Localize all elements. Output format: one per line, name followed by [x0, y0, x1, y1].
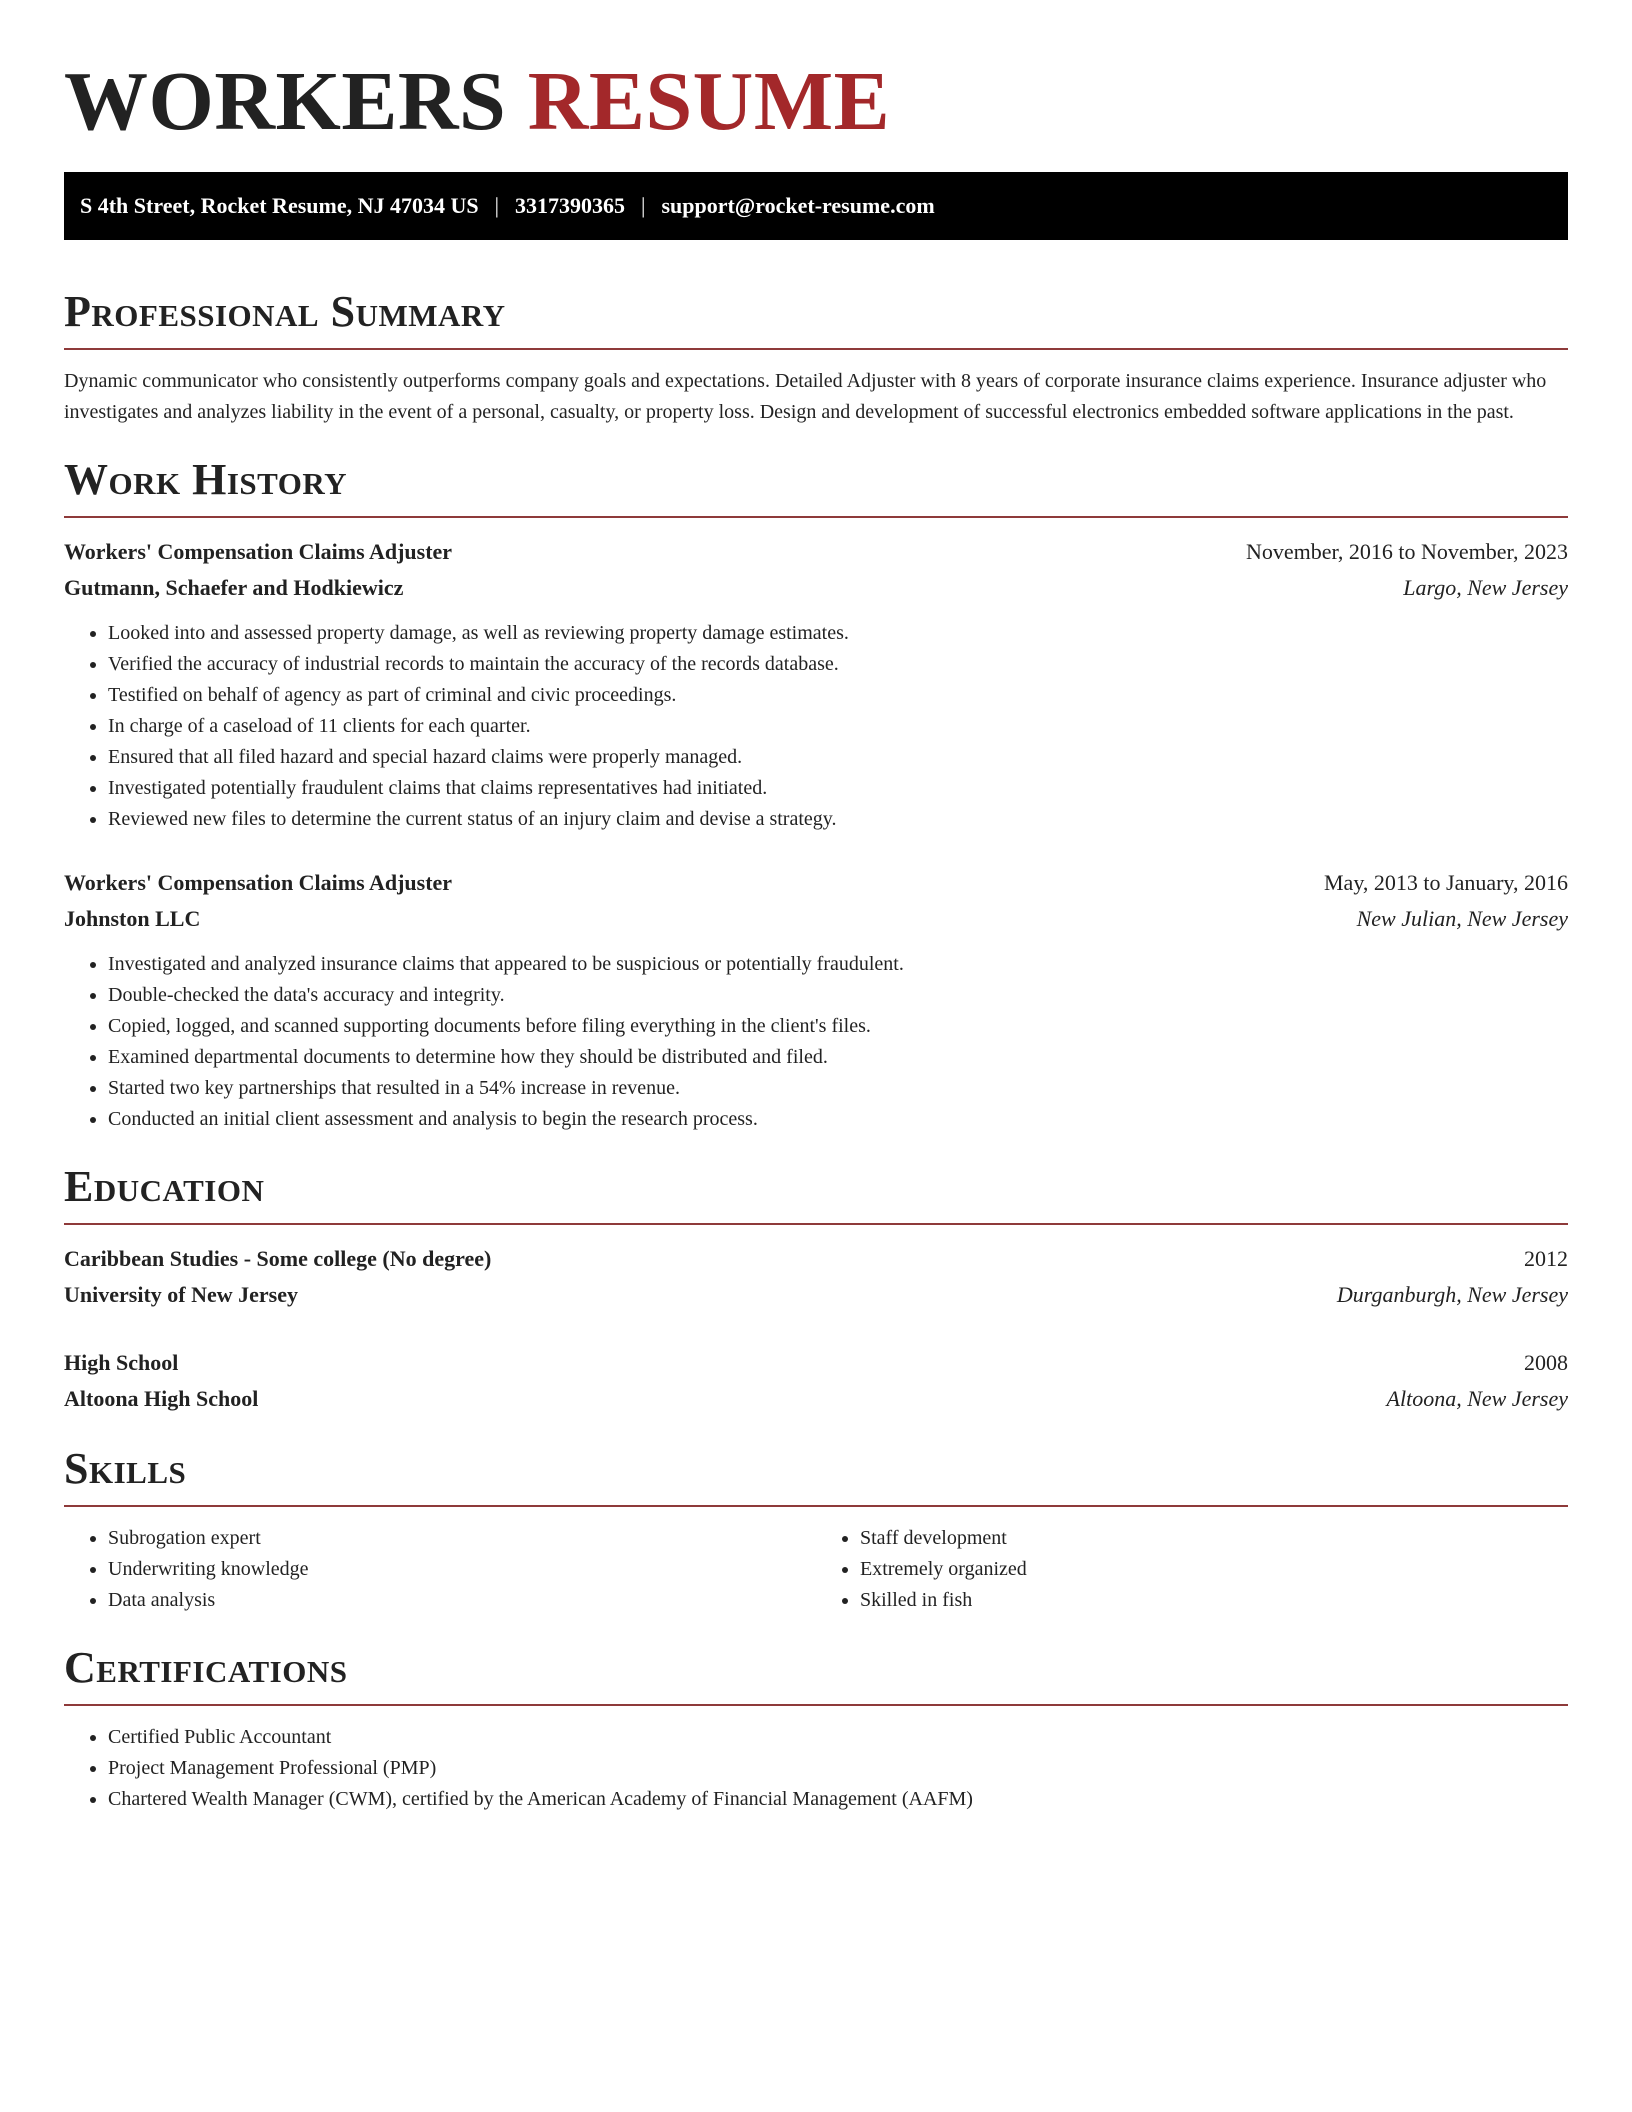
- education-location: Durganburgh, New Jersey: [1336, 1282, 1568, 1307]
- list-item: • Extremely organized: [860, 1554, 1568, 1585]
- section-divider: [64, 348, 1568, 350]
- certifications-list: [64, 1722, 1568, 1815]
- list-item: • Reviewed new files to determine the current status of an injury claim and devise a strategy.: [108, 804, 1568, 835]
- education-school-row: [64, 1381, 1568, 1417]
- job-location: New Julian, New Jersey: [1356, 906, 1568, 931]
- job-company-row: [64, 570, 1568, 606]
- education-year: 2008: [1524, 1350, 1568, 1375]
- last-name: RESUME: [527, 55, 891, 148]
- contact-separator: |: [641, 193, 646, 218]
- education-section: [64, 1161, 1568, 1417]
- list-item: • Started two key partnerships that resulted in a 54% increase in revenue.: [108, 1073, 1568, 1104]
- section-divider: [64, 1223, 1568, 1225]
- job-company: Johnston LLC: [64, 906, 201, 931]
- certifications-section: [64, 1642, 1568, 1815]
- list-item: • Investigated potentially fraudulent claims that claims representatives had initiated.: [108, 773, 1568, 804]
- work-title: Work History: [64, 455, 348, 504]
- job-location: Largo, New Jersey: [1403, 575, 1568, 600]
- list-item: • Investigated and analyzed insurance claims that appeared to be suspicious or potentially fraudulent.: [108, 949, 1568, 980]
- job-header-row: [64, 534, 1568, 570]
- section-divider: [64, 1505, 1568, 1507]
- contact-email: support@rocket-resume.com: [661, 193, 935, 218]
- section-divider: [64, 1704, 1568, 1706]
- list-item: • Subrogation expert: [108, 1523, 816, 1554]
- skills-list-right: [816, 1523, 1568, 1616]
- list-item: • Underwriting knowledge: [108, 1554, 816, 1585]
- list-item: • Skilled in fish: [860, 1585, 1568, 1616]
- education-entry: [64, 1345, 1568, 1417]
- first-name: WORKERS: [64, 55, 507, 148]
- job-dates: May, 2013 to January, 2016: [1324, 870, 1568, 895]
- job-title: Workers' Compensation Claims Adjuster: [64, 870, 453, 895]
- contact-address: S 4th Street, Rocket Resume, NJ 47034 US: [80, 193, 479, 218]
- list-item: • Certified Public Accountant: [108, 1722, 1568, 1753]
- list-item: • Ensured that all filed hazard and special hazard claims were properly managed.: [108, 742, 1568, 773]
- skills-list-left: [64, 1523, 816, 1616]
- job-dates: November, 2016 to November, 2023: [1245, 539, 1568, 564]
- certifications-title: Certifications: [64, 1643, 348, 1692]
- list-item: • Conducted an initial client assessment and analysis to begin the research process.: [108, 1104, 1568, 1135]
- job-entry: [64, 865, 1568, 1135]
- education-school-row: [64, 1277, 1568, 1313]
- list-item: • Double-checked the data's accuracy and integrity.: [108, 980, 1568, 1011]
- list-item: • Project Management Professional (PMP): [108, 1753, 1568, 1784]
- job-bullets: [64, 949, 1568, 1135]
- education-header-row: [64, 1345, 1568, 1381]
- list-item: • Verified the accuracy of industrial records to maintain the accuracy of the records database.: [108, 649, 1568, 680]
- contact-bar: [64, 172, 1568, 240]
- list-item: • Chartered Wealth Manager (CWM), certified by the American Academy of Financial Management (AAFM): [108, 1784, 1568, 1815]
- list-item: • Examined departmental documents to determine how they should be distributed and filed.: [108, 1042, 1568, 1073]
- skills-grid: [64, 1523, 1568, 1616]
- list-item: • Staff development: [860, 1523, 1568, 1554]
- resume-name: [64, 56, 1568, 148]
- resume-page: [64, 56, 1568, 1815]
- summary-title: Professional Summary: [64, 287, 506, 336]
- education-entry: [64, 1241, 1568, 1313]
- list-item: • Copied, logged, and scanned supporting documents before filing everything in the client's files.: [108, 1011, 1568, 1042]
- education-school: University of New Jersey: [64, 1282, 298, 1307]
- education-header-row: [64, 1241, 1568, 1277]
- education-degree: Caribbean Studies - Some college (No degree): [64, 1246, 492, 1271]
- education-location: Altoona, New Jersey: [1386, 1386, 1568, 1411]
- education-school: Altoona High School: [64, 1386, 259, 1411]
- job-company-row: [64, 901, 1568, 937]
- list-item: • Testified on behalf of agency as part of criminal and civic proceedings.: [108, 680, 1568, 711]
- summary-text: Dynamic communicator who consistently outperforms company goals and expectations. Detailed Adjuster with 8 years of corporate insurance claims experience. Insurance adjuster who investigates and analyzes liability in the event of a personal, casualty, or property loss. Design and development of successful electronics embedded software applications in the past.: [64, 370, 1547, 423]
- education-year: 2012: [1524, 1246, 1568, 1271]
- summary-section: [64, 286, 1568, 428]
- job-entry: [64, 534, 1568, 835]
- section-divider: [64, 516, 1568, 518]
- job-company: Gutmann, Schaefer and Hodkiewicz: [64, 575, 404, 600]
- skills-title: Skills: [64, 1444, 187, 1493]
- education-title: Education: [64, 1162, 265, 1211]
- job-header-row: [64, 865, 1568, 901]
- skills-section: [64, 1443, 1568, 1616]
- work-section: [64, 454, 1568, 1135]
- education-degree: High School: [64, 1350, 179, 1375]
- list-item: • Looked into and assessed property damage, as well as reviewing property damage estimates.: [108, 618, 1568, 649]
- list-item: • Data analysis: [108, 1585, 816, 1616]
- contact-separator: |: [494, 193, 500, 218]
- list-item: • In charge of a caseload of 11 clients for each quarter.: [108, 711, 1568, 742]
- job-title: Workers' Compensation Claims Adjuster: [64, 539, 453, 564]
- job-bullets: [64, 618, 1568, 835]
- contact-phone: 3317390365: [515, 193, 626, 218]
